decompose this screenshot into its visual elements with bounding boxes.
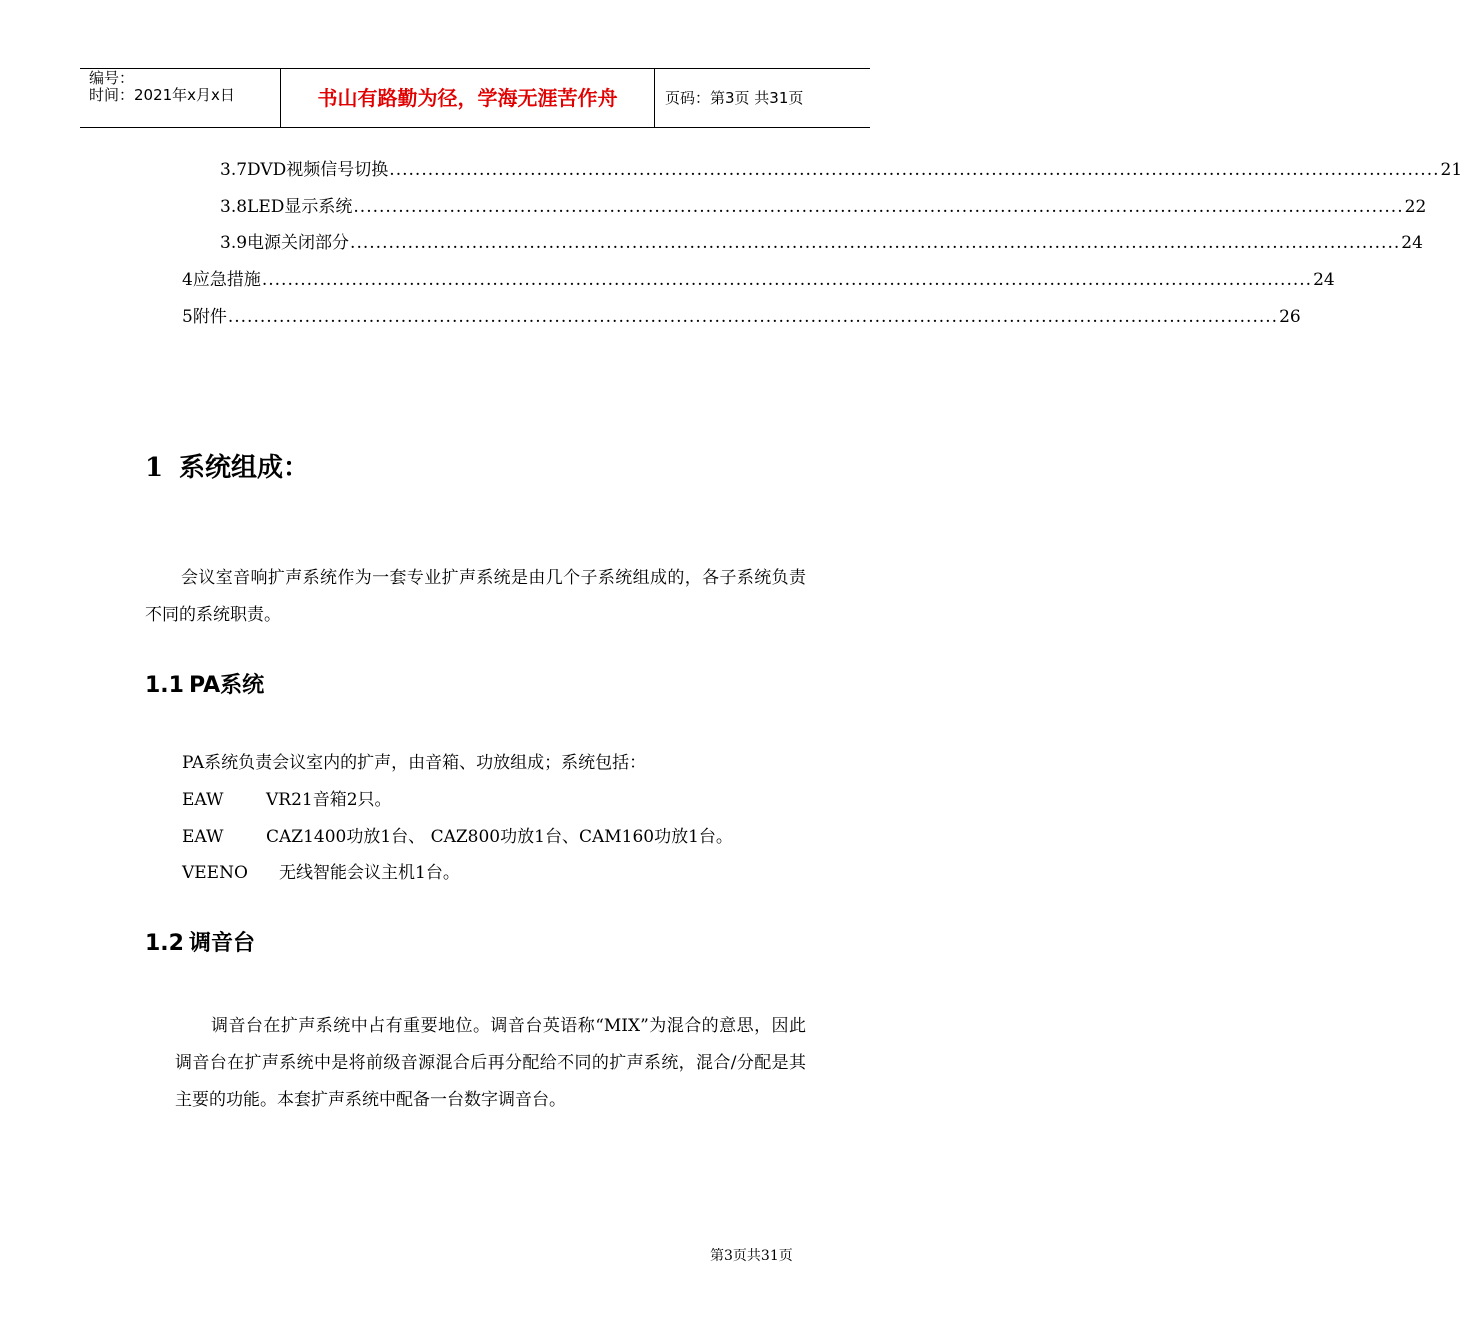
toc-entry-page: 24 [1313, 270, 1335, 290]
subsection-heading [145, 929, 255, 959]
equipment-item [182, 825, 733, 849]
section-heading [145, 450, 309, 486]
toc-entry[interactable] [182, 305, 1301, 329]
subsection-number: 1.1 [145, 673, 184, 698]
toc-leader-dots: .................................................................................................................................................................... [389, 160, 1440, 180]
toc-entry-page: 22 [1404, 197, 1427, 217]
toc-entry-page: 21 [1440, 160, 1462, 180]
header-page-info: 页码：第3页 共31页 [665, 89, 804, 107]
toc-entry-page: 26 [1279, 307, 1301, 327]
header-motto: 书山有路勤为径，学海无涯苦作舟 [281, 69, 655, 127]
subsection-paragraph: 调音台在扩声系统中占有重要地位。调音台英语称“MIX”为混合的意思，因此调音台在扩声系统中是将前级音源混合后再分配给不同的扩声系统，混合/分配是其主要的功能。本套扩声系统中配备一台数字调音台。 [175, 1016, 806, 1110]
toc-entry-number: 5 [182, 307, 193, 327]
toc-leader-dots: .................................................................................................................................................................... [261, 270, 1313, 290]
toc-entry[interactable] [220, 195, 1427, 219]
section-number: 1 [145, 453, 164, 483]
toc-leader-dots: .................................................................................................................................................................... [227, 307, 1279, 327]
toc-leader-dots: .................................................................................................................................................................... [353, 197, 1404, 217]
section-paragraph: 会议室音响扩声系统作为一套专业扩声系统是由几个子系统组成的，各子系统负责不同的系统职责。 [145, 568, 806, 625]
subsection-number: 1.2 [145, 931, 184, 956]
toc-entry[interactable] [220, 231, 1423, 255]
toc-entry-number: 3.7 [220, 160, 248, 180]
header-meta [80, 69, 281, 127]
subsection-heading [145, 671, 264, 701]
header-time-label: 时间：2021年x月x日 [89, 86, 235, 104]
page-footer: 第3页共31页 [710, 1248, 793, 1264]
toc-entry-title: 电源关闭部分 [247, 233, 350, 253]
equipment-item [182, 861, 460, 885]
toc-entry-number: 4 [182, 270, 193, 290]
section-title: 系统组成： [179, 453, 310, 483]
equipment-desc: VR21音箱2只。 [266, 790, 392, 810]
subsection-title: 调音台 [189, 931, 256, 956]
page-header [80, 68, 870, 128]
toc-entry[interactable] [220, 158, 1462, 182]
header-number-label: 编号： [89, 69, 135, 87]
toc-entry-title: DVD视频信号切换 [247, 160, 389, 180]
toc-entry-title: 附件 [192, 307, 227, 327]
toc-leader-dots: .................................................................................................................................................................... [350, 233, 1401, 253]
toc-entry-title: LED显示系统 [247, 197, 353, 217]
subsection-intro: PA系统负责会议室内的扩声，由音箱、功放组成；系统包括： [182, 753, 647, 773]
subsection-title: PA系统 [189, 673, 265, 698]
equipment-item [182, 788, 392, 812]
toc-entry[interactable] [182, 268, 1335, 292]
equipment-brand: VEENO [182, 863, 248, 883]
equipment-desc: CAZ1400功放1台、 CAZ800功放1台、CAM160功放1台。 [266, 827, 733, 847]
toc-entry-number: 3.9 [220, 233, 248, 253]
toc-entry-page: 24 [1401, 233, 1423, 253]
equipment-brand: EAW [182, 790, 224, 810]
equipment-desc: 无线智能会议主机1台。 [279, 863, 460, 883]
toc-entry-number: 3.8 [220, 197, 248, 217]
toc-entry-title: 应急措施 [192, 270, 261, 290]
equipment-brand: EAW [182, 827, 224, 847]
